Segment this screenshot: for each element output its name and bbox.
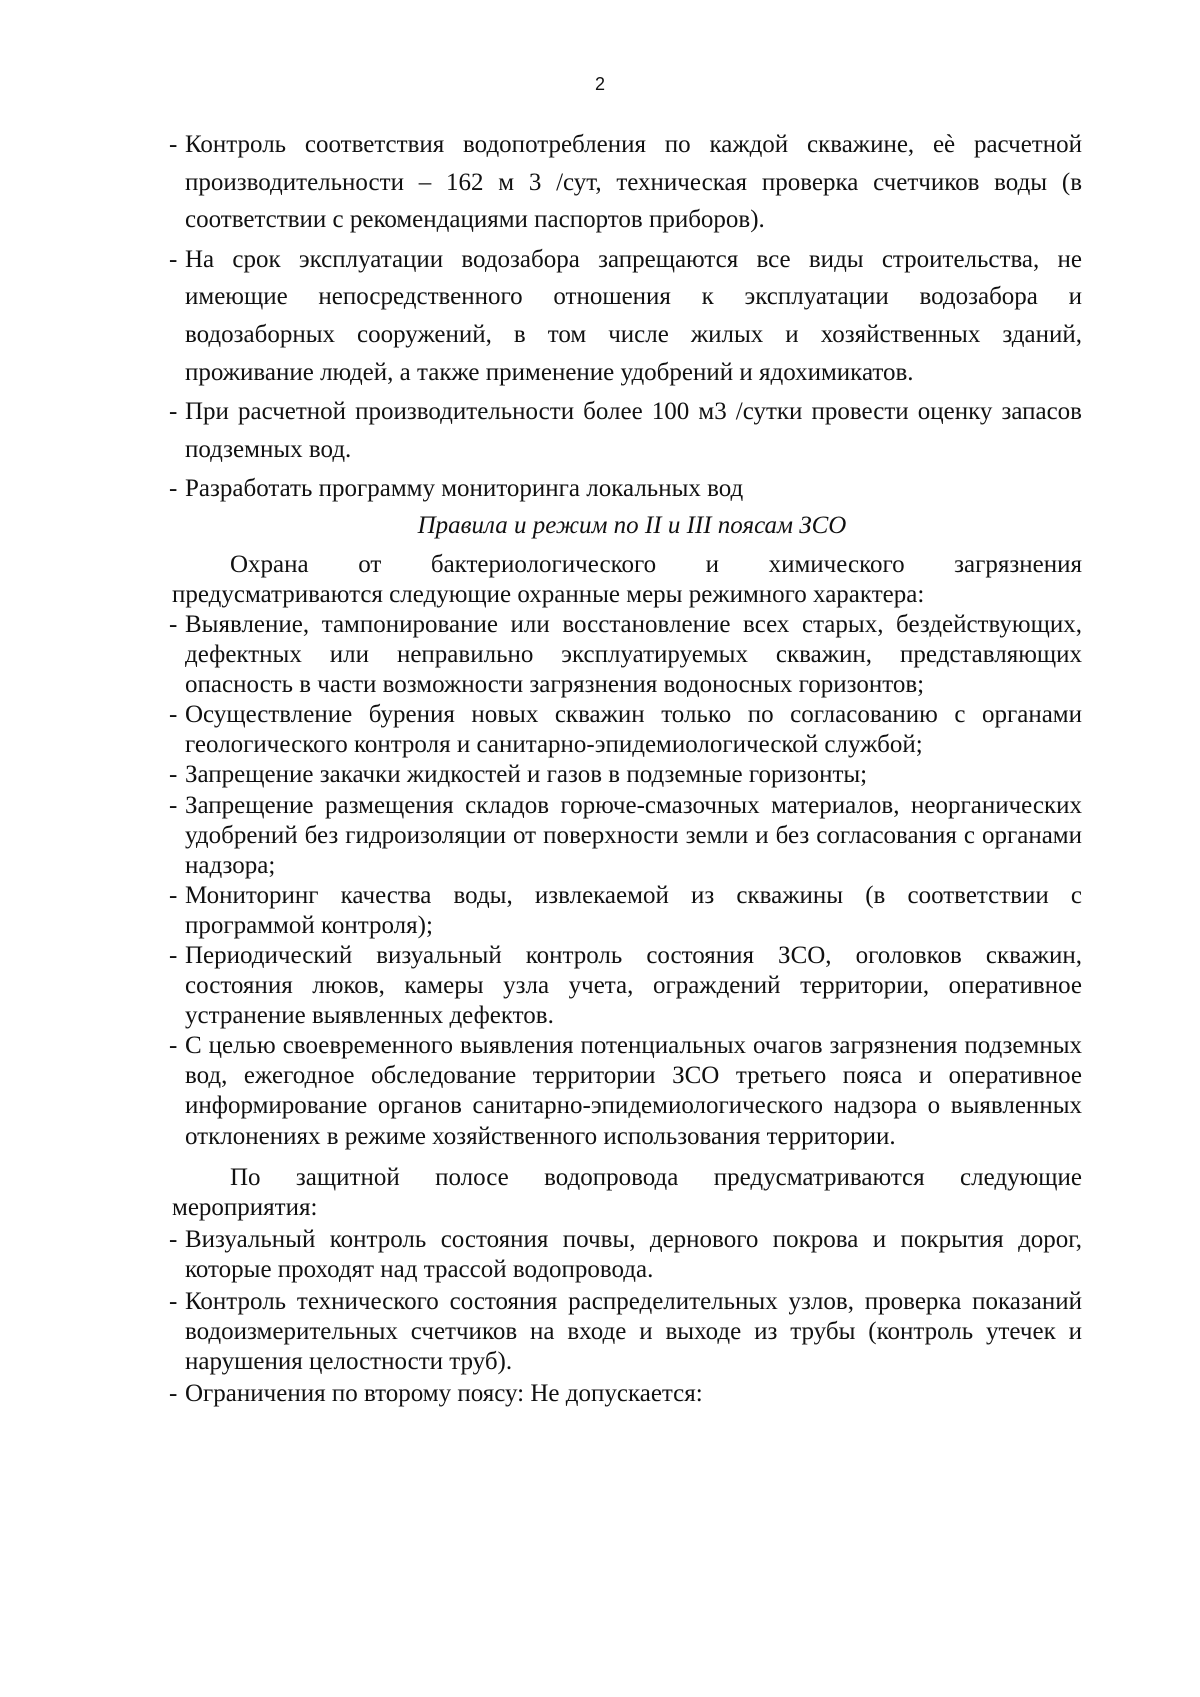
list-dash: -	[169, 791, 178, 819]
list-dash: -	[169, 610, 178, 638]
list-item-pipeline	[169, 1379, 1082, 1409]
list-item-reserves-assessment	[169, 393, 1082, 468]
list-dash: -	[169, 1225, 178, 1253]
list-item-text: Запрещение закачки жидкостей и газов в подземные горизонты;	[185, 761, 868, 789]
list-item-measure	[169, 610, 1082, 700]
list-item-measure	[169, 791, 1082, 881]
list-dash: -	[169, 1287, 178, 1315]
list-item-text: Контроль соответствия водопотребления по каждой скважине, еѐ расчетной производительности – 162 м 3 /сут, техническая проверка счетчиков воды (в соответствии с рекомендациями паспортов приборов).	[185, 131, 1082, 234]
list-item-measure	[169, 700, 1082, 760]
list-dash: -	[169, 475, 178, 503]
list-item-text: Выявление, тампонирование или восстановление всех старых, бездействующих, дефектных или неправильно эксплуатируемых скважин, представляющих опасность в части возможности загрязнения водоносных горизонтов;	[185, 610, 1082, 699]
intro-paragraph: Охрана от бактериологического и химического загрязнения предусматриваются следующие охранные меры режимного характера:	[172, 550, 1082, 608]
list-dash: -	[169, 761, 178, 789]
list-dash: -	[169, 131, 178, 158]
list-item-measure	[169, 881, 1082, 941]
list-dash: -	[169, 398, 178, 426]
list-dash: -	[169, 1032, 178, 1060]
list-item-text: При расчетной производительности более 100 м3 /сутки провести оценку запасов подземных вод.	[185, 398, 1082, 463]
list-item-measure	[169, 760, 1082, 790]
list-dash: -	[169, 701, 178, 729]
list-item-text: Мониторинг качества воды, извлекаемой из скважины (в соответствии с программой контроля);	[185, 881, 1082, 939]
list-item-pipeline	[169, 1225, 1082, 1285]
list-item-text: Запрещение размещения складов горюче-смазочных материалов, неорганических удобрений без гидроизоляции от поверхности земли и без согласования с органами надзора;	[185, 791, 1082, 879]
section-heading: Правила и режим по II и III поясам ЗСО	[417, 511, 847, 539]
list-dash: -	[169, 245, 178, 273]
list-dash: -	[169, 881, 178, 909]
list-item-text: С целью своевременного выявления потенциальных очагов загрязнения подземных вод, ежегодное обследование территории ЗСО третьего пояса и оперативное информирование органов санитарно-эпидемиологического надзора о выявленных отклонениях в режиме хозяйственного использования территории.	[185, 1032, 1082, 1150]
list-item-pipeline	[169, 1287, 1082, 1377]
list-item-measure	[169, 1031, 1082, 1151]
list-item-text: На срок эксплуатации водозабора запрещаются все виды строительства, не имеющие непосредственного отношения к эксплуатации водозабора и водозаборных сооружений, в том числе жилых и хозяйственных зданий, проживание людей, а также применение удобрений и ядохимикатов.	[185, 245, 1082, 386]
list-item-monitoring-program	[169, 470, 1082, 508]
list-item-text: Периодический визуальный контроль состояния ЗСО, оголовков скважин, состояния люков, камеры узла учета, ограждений территории, оперативное устранение выявленных дефектов.	[185, 941, 1082, 1030]
list-item-text: Ограничения по второму поясу: Не допускается:	[185, 1380, 703, 1408]
list-dash: -	[169, 941, 178, 969]
list-item-text: Разработать программу мониторинга локальных вод	[185, 475, 744, 503]
list-item-measure	[169, 941, 1082, 1031]
list-item-construction-ban	[169, 241, 1082, 391]
list-item-text: Осуществление бурения новых скважин только по согласованию с органами геологического контроля и санитарно-эпидемиологической службой;	[185, 701, 1082, 759]
list-dash: -	[169, 1380, 178, 1408]
list-item-text: Контроль технического состояния распределительных узлов, проверка показаний водоизмерительных счетчиков на входе и выходе из трубы (контроль утечек и нарушения целостности труб).	[185, 1287, 1082, 1375]
list-item-text: Визуальный контроль состояния почвы, дернового покрова и покрытия дорог, которые проходят над трассой водопровода.	[185, 1225, 1082, 1283]
page-number: 2	[594, 74, 605, 94]
pipeline-paragraph: По защитной полосе водопровода предусматриваются следующие мероприятия:	[172, 1163, 1082, 1221]
document-body	[169, 126, 1082, 1409]
list-item-water-consumption-control	[169, 126, 1082, 239]
